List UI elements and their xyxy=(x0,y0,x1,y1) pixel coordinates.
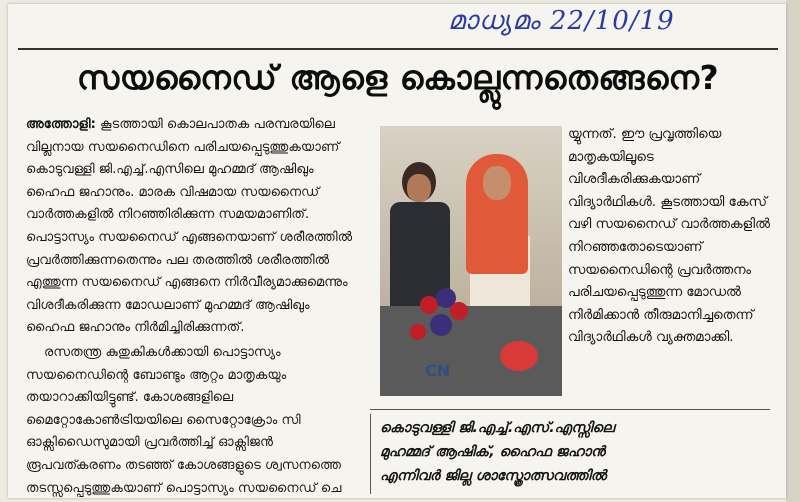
newspaper-clipping xyxy=(8,4,786,498)
article-paragraph-3: യ്യുന്നത്. ഈ പ്രവൃത്തിയെ മാതൃകയിലൂടെ വിശദീകരിക്കുകയാണ് വിദ്യാർഥികൾ. കൂടത്തായി കേസ് വഴി സയനൈഡ് വാർത്തകളിൽ നിറഞ്ഞതോടെയാണ് സയനൈഡിന്റെ പ്രവർത്തനം പരിചയപ്പെടുത്തുന്ന മോഡൽ നിർമിക്കാൻ തീരുമാനിച്ചതെന്ന് വിദ്യാർഥികൾ വ്യക്തമാക്കി. xyxy=(568,127,770,346)
headline: സയനൈഡ് ആളെ കൊല്ലുന്നതെങ്ങനെ? xyxy=(76,58,720,97)
atom-model-ball xyxy=(450,302,468,320)
photo-model-sign: CN xyxy=(425,361,451,380)
paragraph-1-text: കൂടത്തായി കൊലപാതക പരമ്പരയിലെ വില്ലനായ സയനൈഡിനെ പരിചയപ്പെടുത്തുകയാണ് കൊടുവള്ളി ജി.എച്ച്.എസിലെ മുഹമ്മദ് ആഷിഖും ഹൈഫ ജഹാനും. മാരക വിഷമായ സയനൈഡ് വാർത്തകളിൽ നിറഞ്ഞിരിക്കുന്ന സമയമാണിത്. പൊട്ടാസ്യം സയനൈഡ് എങ്ങനെയാണ് ശരീരത്തിൽ പ്രവർത്തിക്കുന്നതെന്നും പല തരത്തിൽ ശരീരത്തിൽ എത്തുന്ന സയനൈഡ് എങ്ങനെ നിർവീര്യമാക്കുമെന്നും വിശദീകരിക്കുന്ന മോഡലാണ് മുഹമ്മദ് ആഷിഖും ഹൈഫ ജഹാനും നിർമിച്ചിരിക്കുന്നത്. xyxy=(26,117,353,336)
article-column-right xyxy=(568,124,778,394)
caption-divider xyxy=(370,409,770,410)
atom-model-ball xyxy=(500,341,538,371)
photo-girl-face xyxy=(483,166,511,200)
caption-line-1: കൊടുവള്ളി ജി.എച്ച്.എസ്.എസ്സിലെ xyxy=(380,420,615,436)
article-paragraph-2: രസതന്ത്ര കുതുകികൾക്കായി പൊട്ടാസ്യം സയനൈഡിന്റെ ബോണ്ടും ആറ്റം മാതൃകയും തയാറാക്കിയിട്ടുണ്ട്. കോശങ്ങളിലെ മൈറ്റോകോൺട്രിയയിലെ സൈറ്റോക്രോം സി ഓക്സിഡൈസുമായി പ്രവർത്തിച്ച് ഓക്സിജൻ രൂപവത്കരണം തടഞ്ഞ് കോശങ്ങളുടെ ശ്വസനത്തെ തടസ്സപ്പെടുത്തുകയാണ് പൊട്ടാസ്യം സയനൈഡ് ചെ xyxy=(26,344,342,496)
photo-caption xyxy=(380,416,770,496)
caption-line-2: മുഹമ്മദ് ആഷിക്, ഹൈഫ ജഹാൻ xyxy=(380,444,605,460)
atom-model-ball xyxy=(430,314,452,336)
photo-boy-face xyxy=(407,174,431,202)
article-paragraph-1 xyxy=(26,114,361,340)
caption-line-3: എന്നിവർ ജില്ല ശാസ്ത്രോത്സവത്തിൽ xyxy=(380,468,607,484)
handwritten-date-note: മാധ്യമം 22/10/19 xyxy=(448,6,675,36)
dateline: അത്തോളി: xyxy=(26,117,96,132)
news-photo xyxy=(380,126,562,396)
top-rule xyxy=(18,48,778,50)
page-gutter xyxy=(786,0,800,502)
atom-model-ball xyxy=(410,324,426,340)
article-column-left xyxy=(26,114,361,494)
column-divider xyxy=(370,414,371,494)
